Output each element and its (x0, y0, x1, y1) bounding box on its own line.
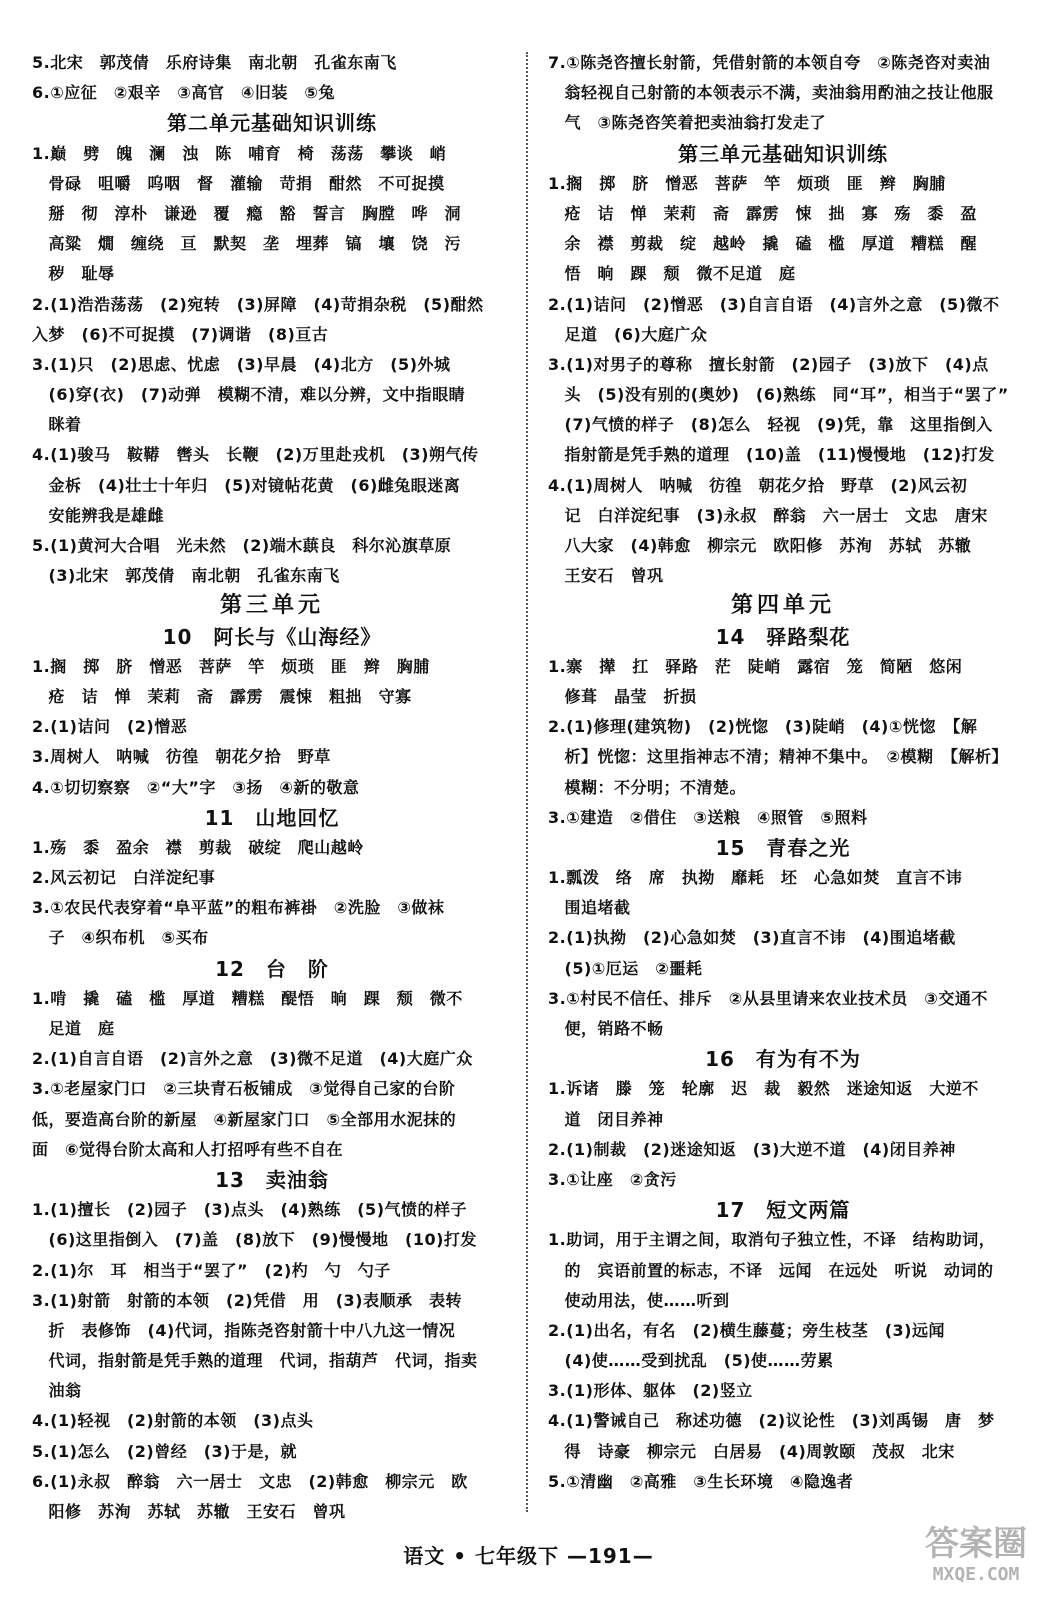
answer-line: 1.啃 撬 磕 槛 厚道 糟糕 醍悟 晌 踝 颓 微不 (32, 988, 463, 1008)
section-heading: 10 阿长与《山海经》 (162, 624, 382, 649)
answer-line: 2.(1)制裁 (2)迷途知返 (3)大逆不道 (4)闭目养神 (548, 1139, 956, 1159)
answer-line: 析】恍惚：这里指神志不清；精神不集中。 ②模糊 【解析】 (548, 747, 1009, 767)
unit-heading: 第三单元 (219, 593, 324, 619)
section-heading: 第二单元基础知识训练 (167, 111, 377, 136)
answer-line: 2.(1)浩浩荡荡 (2)宛转 (3)屏障 (4)苛捐杂税 (5)酣然 (32, 294, 484, 314)
answer-line: 子 ④织布机 ⑤买布 (32, 928, 209, 948)
answer-line: 5.(1)黄河大合唱 光未然 (2)端木蕻良 科尔沁旗草原 (32, 536, 452, 555)
answer-line: 3.①村民不信任、排斥 ②从县里请来农业技术员 ③交通不 (548, 988, 988, 1008)
answer-line: 秽 耻辱 (32, 264, 115, 284)
answer-line: 3.周树人 呐喊 彷徨 朝花夕拾 野草 (32, 747, 331, 767)
answer-line: (7)气愤的样子 (8)怎么 轻视 (9)凭，靠 这里指倒入 (548, 415, 993, 435)
answer-line: 眯着 (32, 415, 82, 435)
answer-line: (6)穿(衣) (7)动弹 模糊不清，难以分辨，文中指眼睛 (32, 385, 466, 405)
answer-line: (6)这里指倒入 (7)盖 (8)放下 (9)慢慢地 (10)打发 (32, 1230, 477, 1250)
answer-line: 阳修 苏洵 苏轼 苏辙 王安石 曾巩 (32, 1502, 346, 1521)
unit-heading: 第四单元 (730, 593, 835, 619)
answer-line: 疮 诘 惮 茉莉 斋 霹雳 震悚 粗拙 守寡 (32, 686, 412, 706)
answer-line: 1.殇 黍 盈余 襟 剪裁 破绽 爬山越岭 (32, 837, 364, 857)
answer-line: 八大家 (4)韩愈 柳宗元 欧阳修 苏洵 苏轼 苏辙 (548, 536, 972, 555)
answer-line: 4.①切切察察 ②“大”字 ③扬 ④新的敬意 (32, 777, 360, 797)
answer-line: 4.(1)骏马 鞍鞯 辔头 长鞭 (2)万里赴戎机 (3)朔气传 (32, 445, 479, 465)
answer-line: 翁轻视自己射箭的本领表示不满，卖油翁用酌油之技让他服 (548, 83, 994, 103)
answer-line: 3.(1)形体、躯体 (2)竖立 (548, 1381, 753, 1401)
answer-line: 4.(1)警诫自己 称述功德 (2)议论性 (3)刘禹锡 唐 梦 (548, 1411, 995, 1431)
answer-line: 指射箭是凭手熟的道理 (10)盖 (11)慢慢地 (12)打发 (548, 445, 995, 465)
section-heading: 15 青春之光 (715, 835, 851, 860)
answer-line: 入梦 (6)不可捉摸 (7)调谐 (8)亘古 (32, 324, 329, 344)
answer-line: 2.(1)修理(建筑物) (2)恍惚 (3)陡峭 (4)①恍惚 【解 (548, 717, 978, 737)
answer-line: 5.①清幽 ②高雅 ③生长环境 ④隐逸者 (548, 1471, 854, 1491)
answer-line: 金柝 (4)壮士十年归 (5)对镜帖花黄 (6)雌兔眼迷离 (32, 475, 461, 495)
answer-line: (3)北宋 郭茂倩 南北朝 孔雀东南飞 (32, 566, 340, 586)
answer-line: 5.(1)怎么 (2)曾经 (3)于是，就 (32, 1441, 297, 1461)
answer-line: 的 宾语前置的标志，不译 远闻 在远处 听说 动词的 (548, 1260, 994, 1280)
answer-line: 1.搁 掷 脐 憎恶 菩萨 竿 烦琐 匪 辫 胸脯 (32, 656, 430, 676)
answer-line: (5)①厄运 ②噩耗 (548, 958, 703, 978)
section-heading: 16 有为有不为 (705, 1047, 861, 1072)
section-heading: 11 山地回忆 (204, 805, 340, 830)
answer-line: 3.(1)只 (2)思虑、忧虑 (3)早晨 (4)北方 (5)外城 (32, 354, 451, 374)
answer-line: 余 襟 剪裁 绽 越岭 撬 磕 槛 厚道 糟糕 醒 (548, 234, 978, 254)
answer-line: 面 ⑥觉得台阶太高和人打招呼有些不自在 (32, 1139, 344, 1159)
section-heading: 13 卖油翁 (215, 1167, 329, 1192)
answer-line: 7.①陈尧咨擅长射箭，凭借射箭的本领自夸 ②陈尧咨对卖油 (548, 53, 991, 72)
answer-line: 记 白洋淀纪事 (3)永叔 醉翁 六一居士 文忠 唐宋 (548, 505, 988, 525)
section-heading: 14 驿路梨花 (715, 624, 851, 649)
answer-line: 得 诗豪 柳宗元 白居易 (4)周敦颐 茂叔 北宋 (548, 1441, 955, 1461)
right-column (548, 48, 1018, 1497)
answer-line: 骨碌 咀嚼 呜咽 督 灌输 苛捐 酣然 不可捉摸 (32, 173, 445, 193)
answer-line: 2.(1)执拗 (2)心急如焚 (3)直言不讳 (4)围追堵截 (548, 928, 956, 948)
answer-line: 1.(1)擅长 (2)园子 (3)点头 (4)熟练 (5)气愤的样子 (32, 1200, 468, 1220)
answer-line: 3.(1)对男子的尊称 擅长射箭 (2)园子 (3)放下 (4)点 (548, 354, 989, 374)
answer-line: 2.(1)自言自语 (2)言外之意 (3)微不足道 (4)大庭广众 (32, 1049, 473, 1069)
watermark-logo-text: 答案圈 (925, 1524, 1027, 1564)
answer-line: 修葺 晶莹 折损 (548, 686, 697, 706)
answer-line: 便，销路不畅 (548, 1019, 664, 1038)
answer-line: 2.(1)出名，有名 (2)横生藤蔓；旁生枝茎 (3)远闻 (548, 1320, 945, 1340)
answer-line: 1.诉诸 滕 笼 轮廓 迟 裁 毅然 迷途知返 大逆不 (548, 1079, 979, 1099)
column-divider (526, 52, 528, 1512)
answer-line: 道 闭目养神 (548, 1109, 664, 1129)
answer-line: 3.①让座 ②贪污 (548, 1169, 677, 1189)
site-watermark (901, 1524, 1051, 1594)
answer-line: 折 表修饰 (4)代词，指陈尧咨射箭十中八九这一情况 (32, 1320, 456, 1340)
answer-line: 掰 彻 淳朴 谦逊 覆 瘾 豁 誓言 胸膛 哗 洞 (32, 203, 462, 223)
answer-line: 足道 (6)大庭广众 (548, 324, 708, 344)
answer-line: 6.(1)永叔 醉翁 六一居士 文忠 (2)韩愈 柳宗元 欧 (32, 1471, 468, 1491)
answer-line: 模糊：不分明；不清楚。 (548, 777, 747, 797)
answer-line: 疮 诘 惮 茉莉 斋 霹雳 悚 拙 寡 殇 黍 盈 (548, 203, 978, 223)
answer-line: 2.风云初记 白洋淀纪事 (32, 868, 216, 888)
answer-line: 3.①老屋家门口 ②三块青石板铺成 ③觉得自己家的台阶 (32, 1079, 456, 1099)
answer-line: 1.搁 掷 脐 憎恶 菩萨 竿 烦琐 匪 辫 胸脯 (548, 173, 946, 193)
answer-line: 3.(1)射箭 射箭的本领 (2)凭借 用 (3)表顺承 表转 (32, 1290, 462, 1310)
section-heading: 第三单元基础知识训练 (678, 141, 888, 166)
answer-line: 气 ③陈尧咨笑着把卖油翁打发走了 (548, 113, 827, 133)
answer-line: 3.①建造 ②借住 ③送粮 ④照管 ⑤照料 (548, 807, 868, 827)
answer-line: 高粱 燗 缠绕 亘 默契 垄 埋葬 镐 壤 饶 污 (32, 234, 462, 254)
section-heading: 17 短文两篇 (715, 1198, 851, 1223)
left-column (32, 48, 512, 1527)
answer-line: 代词，指射箭是凭手熟的道理 代词，指葫芦 代词，指卖 (32, 1351, 478, 1371)
answer-line: 低，要造高台阶的新屋 ④新屋家门口 ⑤全部用水泥抹的 (32, 1109, 457, 1129)
answer-line: 1.瓢泼 络 席 执拗 靡耗 坯 心急如焚 直言不讳 (548, 868, 963, 888)
answer-line: 使动用法，使……听到 (548, 1290, 730, 1310)
answer-line: 足道 庭 (32, 1019, 115, 1038)
answer-line: 安能辨我是雄雌 (32, 505, 165, 525)
section-heading: 12 台 阶 (215, 956, 329, 981)
page-footer: 语文 • 七年级下 —191— (403, 1544, 654, 1568)
watermark-url: MXQE.COM (932, 1564, 1020, 1585)
answer-line: (4)使……受到扰乱 (5)使……劳累 (548, 1351, 834, 1371)
answer-line: 王安石 曾巩 (548, 566, 664, 586)
answer-line: 围追堵截 (548, 898, 631, 918)
answer-line: 4.(1)轻视 (2)射箭的本领 (3)点头 (32, 1411, 314, 1431)
answer-line: 3.①农民代表穿着“阜平蓝”的粗布裤褂 ②洗脸 ③做袜 (32, 898, 445, 918)
answer-line: 5.北宋 郭茂倩 乐府诗集 南北朝 孔雀东南飞 (32, 53, 397, 72)
answer-line: 2.(1)诘问 (2)憎恶 (32, 717, 188, 737)
answer-line: 悟 晌 踝 颓 微不足道 庭 (548, 264, 796, 284)
answer-line: 2.(1)诘问 (2)憎恶 (3)自言自语 (4)言外之意 (5)微不 (548, 294, 1000, 314)
answer-line: 1.寨 撵 扛 驿路 茫 陡峭 露宿 笼 简陋 悠闲 (548, 656, 963, 676)
answer-line: 1.助词，用于主谓之间，取消句子独立性，不译 结构助词， (548, 1230, 996, 1250)
answer-line: 头 (5)没有别的(奥妙) (6)熟练 同“耳”，相当于“罢了” (548, 385, 1009, 405)
answer-line: 6.①应征 ②艰辛 ③高官 ④旧装 ⑤兔 (32, 83, 335, 103)
answer-line: 4.(1)周树人 呐喊 彷徨 朝花夕拾 野草 (2)风云初 (548, 475, 968, 495)
answer-line: 油翁 (32, 1381, 82, 1401)
answer-line: 2.(1)尔 耳 相当于“罢了” (2)杓 勺 勺子 (32, 1260, 391, 1280)
answer-line: 1.巅 劈 魄 澜 浊 陈 哺育 椅 荡荡 攀谈 峭 (32, 143, 447, 163)
